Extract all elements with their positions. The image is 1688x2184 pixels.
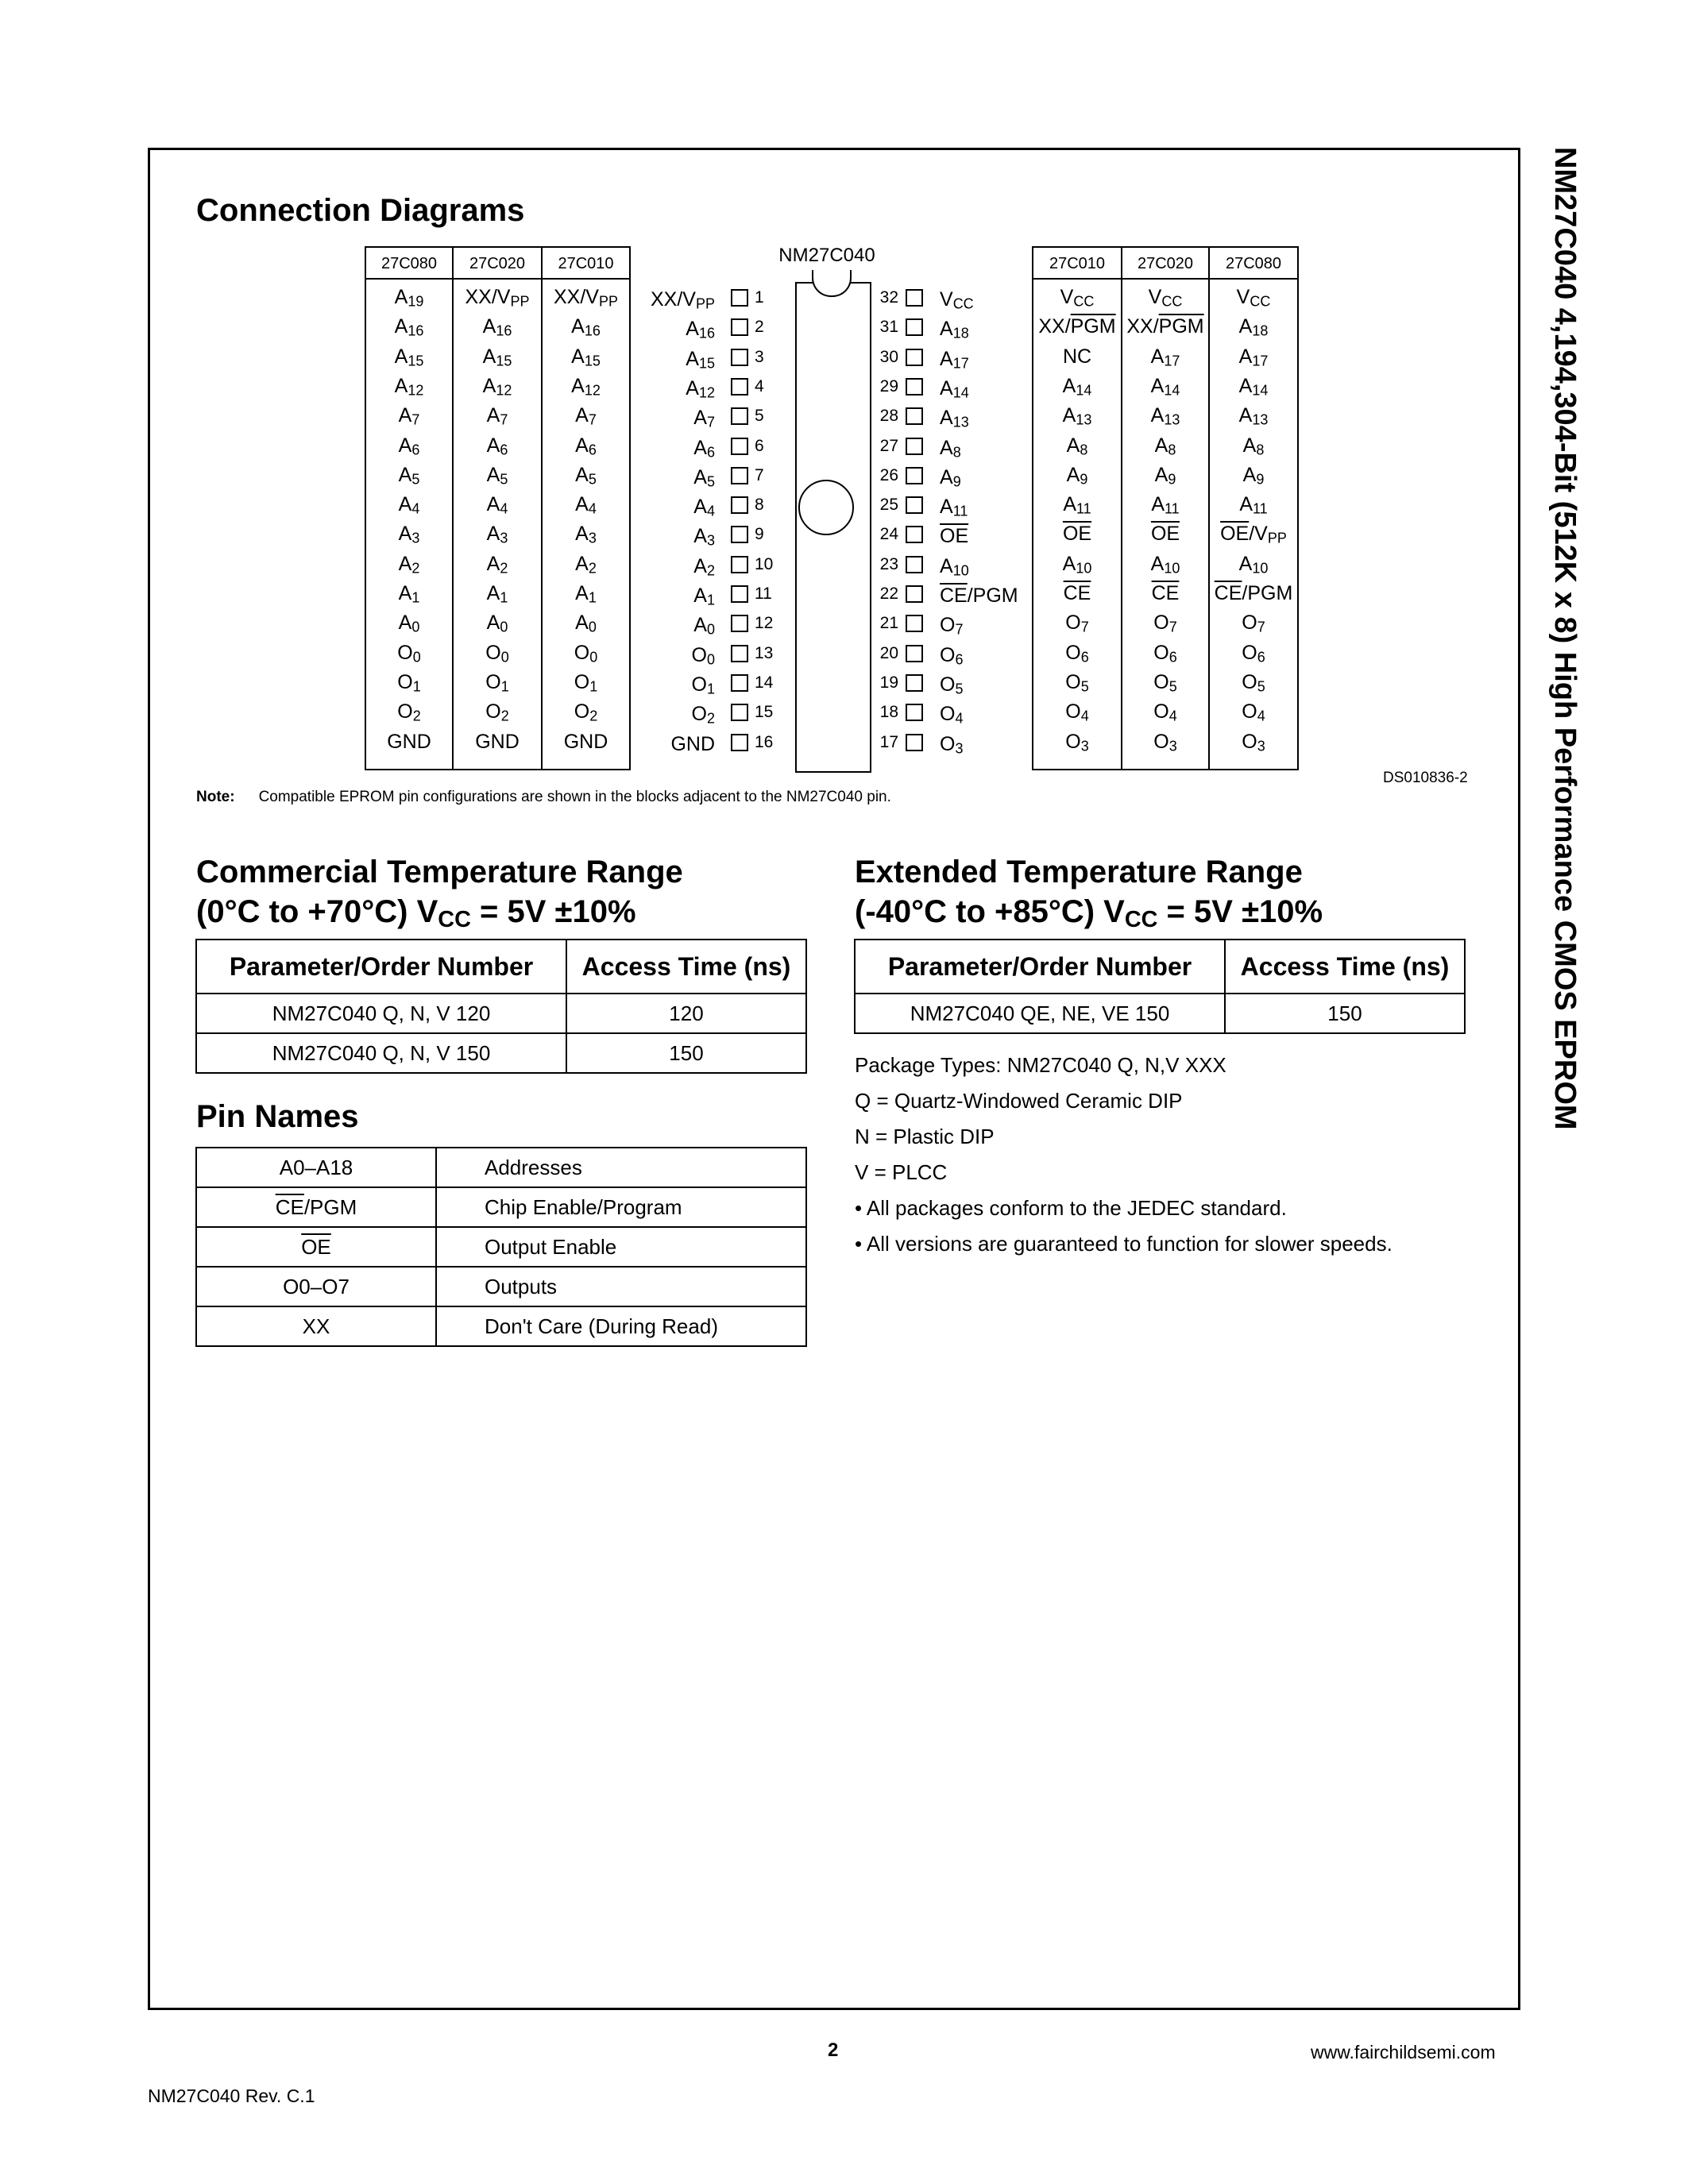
pin-number: 18 <box>879 703 898 722</box>
pin-box <box>731 378 748 396</box>
pin-box <box>906 496 923 514</box>
pin-box <box>906 674 923 692</box>
compat-pin-label: $A_{15}$ <box>482 345 512 369</box>
compat-pin-label: $O_0$ <box>397 641 421 666</box>
compat-pin-label: $A_{16}$ <box>394 315 424 339</box>
compat-pin-label: $A_{17}$ <box>1150 345 1180 369</box>
package-info-line: V = PLCC <box>855 1160 948 1184</box>
document-side-title: NM27C040 4,194,304-Bit (512K x 8) High Performance CMOS EPROM <box>1548 147 1582 1130</box>
compat-pin-label: $XX/V_{PP}$ <box>554 286 618 310</box>
compat-pin-label: $V_{CC}$ <box>1236 286 1271 310</box>
pin-signal: $O_3$ <box>940 732 964 757</box>
pin-number: 20 <box>879 643 898 662</box>
compat-pin-label: $\overline{CE}$ <box>1063 582 1091 604</box>
pin-names-table <box>195 1147 807 1347</box>
table-cell: 120 <box>566 994 806 1033</box>
pin-number: 1 <box>755 288 764 307</box>
pin-signal: $A_{10}$ <box>940 554 969 579</box>
table-cell: 150 <box>1225 994 1465 1033</box>
compat-pin-label: $A_{12}$ <box>482 374 512 399</box>
compat-pin-label: $O_5$ <box>1065 670 1089 695</box>
pin-box <box>906 378 923 396</box>
pin-signal: $A_5$ <box>693 465 715 490</box>
pin-number: 5 <box>755 407 764 426</box>
table-cell: Addresses <box>436 1148 806 1187</box>
compat-pin-label: $A_8$ <box>1242 434 1265 458</box>
table-cell: Chip Enable/Program <box>436 1187 806 1227</box>
compat-pin-label: $A_0$ <box>575 612 597 635</box>
compat-pin-label: $A_1$ <box>486 582 508 606</box>
compat-pin-label: $\overline{CE}$/PGM <box>1214 582 1293 604</box>
pin-box <box>906 318 923 336</box>
pin-box <box>731 585 748 603</box>
compat-pin-label: $A_8$ <box>1066 434 1088 458</box>
pin-number: 19 <box>879 673 898 692</box>
pin-number: 14 <box>755 673 774 692</box>
right-compat-block <box>1032 246 1299 770</box>
compat-pin-label: $A_{14}$ <box>1238 374 1269 399</box>
pin-signal: $\overline{CE}$/PGM <box>940 585 1018 607</box>
pin-box <box>906 349 923 366</box>
compat-pin-label: $O_3$ <box>1065 730 1089 754</box>
compat-pin-label: $A_7$ <box>575 404 597 428</box>
pin-box <box>906 645 923 662</box>
compat-pin-label: $A_{15}$ <box>394 345 424 369</box>
table-cell: A0–A18 <box>196 1148 436 1187</box>
table-row <box>196 1306 806 1346</box>
pin-box <box>731 349 748 366</box>
pin-signal: $V_{CC}$ <box>940 288 974 312</box>
pin-signal: $A_{13}$ <box>940 407 969 430</box>
table-cell: 150 <box>566 1033 806 1073</box>
left-compat-block <box>365 246 631 770</box>
pin-number: 28 <box>879 407 898 426</box>
pin-box <box>906 438 923 455</box>
compat-pin-label: $A_{16}$ <box>482 315 512 339</box>
compat-pin-label: NC <box>1062 345 1092 368</box>
pin-number: 11 <box>755 585 772 603</box>
compat-column <box>366 280 454 769</box>
compat-pin-label: $A_{17}$ <box>1238 345 1269 369</box>
compat-pin-label: $A_5$ <box>486 463 508 488</box>
website-link[interactable]: www.fairchildsemi.com <box>1311 2042 1496 2062</box>
compat-pin-label: $O_4$ <box>1065 700 1089 724</box>
pin-box <box>731 467 748 484</box>
compat-pin-label: $A_{10}$ <box>1062 552 1092 577</box>
pin-signal: $A_{16}$ <box>686 318 715 341</box>
compat-pin-label: $A_{14}$ <box>1150 374 1180 399</box>
pin-number: 3 <box>755 347 764 366</box>
compat-pin-label: $A_3$ <box>486 523 508 546</box>
extended-title-line1: Extended Temperature Range <box>855 855 1303 889</box>
extended-title-line2: (-40°C to +85°C) $V_{CC} = 5V \pm 10\%$ <box>855 894 1323 932</box>
compat-pin-label: $O_0$ <box>574 641 598 666</box>
compat-pin-label: $A_0$ <box>486 612 508 635</box>
compat-pin-label: $A_9$ <box>1242 463 1265 488</box>
compat-pin-label: $A_8$ <box>1154 434 1176 458</box>
compat-column-header: 27C020 <box>1122 248 1210 280</box>
pin-signal: $A_{14}$ <box>940 376 969 401</box>
compat-pin-label: $A_2$ <box>398 552 420 577</box>
compat-pin-label: $O_2$ <box>574 700 598 724</box>
pin-signal: $A_{17}$ <box>940 347 969 372</box>
pin-box <box>731 645 748 662</box>
compat-column <box>1033 280 1122 769</box>
pin-signal: $A_7$ <box>693 407 715 430</box>
compat-column <box>454 280 543 769</box>
pin-number: 6 <box>755 436 764 455</box>
compat-pin-label: $O_4$ <box>1153 700 1177 724</box>
pin-signal: GND <box>670 732 715 755</box>
compat-column <box>543 280 629 769</box>
pin-box <box>906 615 923 632</box>
pin-box <box>731 704 748 721</box>
pin-number: 8 <box>755 496 764 515</box>
compat-pin-label: $A_3$ <box>575 523 597 546</box>
compat-pin-label: $\overline{CE}$ <box>1151 582 1180 604</box>
compat-pin-label: $O_7$ <box>1242 612 1265 635</box>
package-info-line: N = Plastic DIP <box>855 1125 995 1148</box>
compat-pin-label: $A_{13}$ <box>1238 404 1269 428</box>
pin-signal: $A_{15}$ <box>686 347 715 372</box>
compat-pin-label: $A_6$ <box>575 434 597 458</box>
pin-signal: $A_0$ <box>693 614 715 638</box>
pin-number: 10 <box>755 554 774 573</box>
pin-number: 26 <box>879 465 898 484</box>
pin-box <box>906 467 923 484</box>
compat-pin-label: $A_{16}$ <box>571 315 601 339</box>
extended-table <box>854 939 1466 1034</box>
pin-box <box>906 526 923 543</box>
pin-box <box>906 556 923 573</box>
chip-name: NM27C040 <box>778 245 875 266</box>
pin-signal: $O_2$ <box>691 703 715 727</box>
compat-pin-label: $O_2$ <box>397 700 421 724</box>
compat-pin-label: GND <box>475 730 520 753</box>
pin-signal: $A_1$ <box>693 585 715 608</box>
pin-box <box>731 734 748 751</box>
pin-signal: $O_0$ <box>691 643 715 668</box>
pin-signal: $A_6$ <box>693 436 715 461</box>
pin-names-title: Pin Names <box>196 1099 359 1134</box>
pin-number: 25 <box>879 496 898 515</box>
pin-signal: $A_2$ <box>693 554 715 579</box>
pin-signal: $O_4$ <box>940 703 964 727</box>
pin-signal: $A_{18}$ <box>940 318 969 341</box>
table-cell: NM27C040 QE, NE, VE 150 <box>855 994 1225 1033</box>
compat-column <box>1210 280 1297 769</box>
compat-pin-label: GND <box>563 730 608 753</box>
compat-pin-label: $A_7$ <box>398 404 420 428</box>
table-row <box>196 1187 806 1227</box>
pin-box <box>731 674 748 692</box>
compat-pin-label: $\overline{OE}$ <box>1062 523 1092 546</box>
pin-box <box>731 615 748 632</box>
pin-number: 27 <box>879 436 898 455</box>
pin-box <box>906 585 923 603</box>
pin-signal: $A_8$ <box>940 436 961 461</box>
pin-number: 31 <box>879 318 898 337</box>
compat-pin-label: $V_{CC}$ <box>1148 286 1183 310</box>
pin-signal: $XX/V_{PP}$ <box>651 288 715 312</box>
compat-pin-label: $O_5$ <box>1242 670 1265 695</box>
compat-pin-label: $A_0$ <box>398 612 420 635</box>
compat-pin-label: $V_{CC}$ <box>1060 286 1095 310</box>
table-row <box>196 1227 806 1267</box>
pin-box <box>731 438 748 455</box>
pin-number: 2 <box>755 318 764 337</box>
compat-pin-label: $\overline{OE}/V_{PP}$ <box>1220 523 1287 546</box>
revision-label: NM27C040 Rev. C.1 <box>148 2086 315 2106</box>
table-cell: NM27C040 Q, N, V 150 <box>196 1033 566 1073</box>
compat-pin-label: $O_3$ <box>1153 730 1177 754</box>
table-cell: $\overline{OE}$ <box>196 1227 436 1267</box>
pin-box <box>731 289 748 307</box>
compat-column-header: 27C080 <box>1210 248 1297 280</box>
compat-pin-label: $O_1$ <box>574 670 598 695</box>
table-cell: NM27C040 Q, N, V 120 <box>196 994 566 1033</box>
table-row <box>855 994 1465 1033</box>
pin-number: 22 <box>879 585 898 603</box>
pin-number: 4 <box>755 376 764 396</box>
compat-pin-label: $A_6$ <box>398 434 420 458</box>
package-info-line: Package Types: NM27C040 Q, N,V XXX <box>855 1053 1226 1077</box>
compat-pin-label: $O_6$ <box>1242 641 1265 666</box>
column-header: Parameter/Order Number <box>196 940 566 994</box>
package-info-line: Q = Quartz-Windowed Ceramic DIP <box>855 1089 1183 1113</box>
pin-number: 24 <box>879 525 898 544</box>
compat-pin-label: $XX/\overline{PGM}$ <box>1126 315 1204 338</box>
chip-window <box>798 480 854 535</box>
pin-number: 15 <box>755 703 774 722</box>
pin-signal: $A_3$ <box>693 525 715 549</box>
package-info-line: • All packages conform to the JEDEC standard. <box>855 1196 1287 1220</box>
pin-number: 23 <box>879 554 898 573</box>
compat-pin-label: $A_9$ <box>1066 463 1088 488</box>
pin-signal: $A_{11}$ <box>940 496 968 519</box>
compat-pin-label: $A_9$ <box>1154 463 1176 488</box>
pin-signal: $O_1$ <box>691 673 715 697</box>
note-label: Note: <box>196 789 235 805</box>
pin-box <box>731 526 748 543</box>
compat-pin-label: $O_6$ <box>1065 641 1089 666</box>
compat-pin-label: $A_4$ <box>398 493 420 517</box>
compat-pin-label: $A_3$ <box>398 523 420 546</box>
note-text: Compatible EPROM pin configurations are shown in the blocks adjacent to the NM27C040 pin. <box>258 789 891 805</box>
compat-pin-label: $XX/\overline{PGM}$ <box>1038 315 1116 338</box>
table-cell: O0–O7 <box>196 1267 436 1306</box>
compat-pin-label: $A_5$ <box>575 463 597 488</box>
compat-pin-label: $O_6$ <box>1153 641 1177 666</box>
pin-box <box>731 556 748 573</box>
commercial-title-line2: (0°C to +70°C) $V_{CC} = 5V \pm 10\%$ <box>196 894 636 932</box>
compat-column-header: 27C080 <box>366 248 454 280</box>
commercial-title-line1: Commercial Temperature Range <box>196 855 683 889</box>
compat-pin-label: $XX/V_{PP}$ <box>465 286 530 310</box>
diagram-note <box>196 789 891 806</box>
compat-pin-label: $O_2$ <box>485 700 509 724</box>
pin-box <box>731 496 748 514</box>
compat-pin-label: $O_0$ <box>485 641 509 666</box>
column-header: Access Time (ns) <box>1225 940 1465 994</box>
compat-pin-label: $A_5$ <box>398 463 420 488</box>
compat-column-header: 27C020 <box>454 248 543 280</box>
compat-pin-label: $O_1$ <box>397 670 421 695</box>
pin-box <box>906 289 923 307</box>
pin-number: 7 <box>755 465 764 484</box>
table-cell: Outputs <box>436 1267 806 1306</box>
compat-pin-label: $A_{12}$ <box>571 374 601 399</box>
compat-column-header: 27C010 <box>1033 248 1122 280</box>
pin-box <box>906 704 923 721</box>
page-number: 2 <box>828 2039 839 2061</box>
compat-pin-label: $A_{18}$ <box>1238 315 1269 339</box>
compat-pin-label: $A_7$ <box>486 404 508 428</box>
compat-pin-label: $O_3$ <box>1242 730 1265 754</box>
compat-pin-label: $A_{14}$ <box>1062 374 1092 399</box>
pin-signal: $A_4$ <box>693 496 715 519</box>
table-cell: Output Enable <box>436 1227 806 1267</box>
pin-signal: $A_9$ <box>940 465 961 490</box>
compat-pin-label: $A_2$ <box>486 552 508 577</box>
compat-column <box>1122 280 1210 769</box>
compat-pin-label: $O_1$ <box>485 670 509 695</box>
compat-pin-label: $A_{10}$ <box>1238 552 1269 577</box>
compat-pin-label: $O_4$ <box>1242 700 1265 724</box>
table-row <box>196 1267 806 1306</box>
pin-box <box>731 407 748 425</box>
pin-number: 9 <box>755 525 764 544</box>
compat-pin-label: $A_1$ <box>398 582 420 606</box>
pin-number: 16 <box>755 732 774 751</box>
compat-pin-label: $A_1$ <box>575 582 597 606</box>
pin-signal: $O_7$ <box>940 614 964 638</box>
pin-signal: $A_{12}$ <box>686 376 715 401</box>
connection-diagrams-title: Connection Diagrams <box>196 193 525 228</box>
extended-title <box>855 852 1323 932</box>
table-cell: $\overline{CE}$/PGM <box>196 1187 436 1227</box>
pin-number: 17 <box>879 732 898 751</box>
compat-pin-label: $A_{13}$ <box>1062 404 1092 428</box>
pin-number: 29 <box>879 376 898 396</box>
pin-signal: $\overline{OE}$ <box>940 525 969 548</box>
compat-pin-label: $A_{11}$ <box>1239 493 1268 517</box>
compat-pin-label: $A_2$ <box>575 552 597 577</box>
pin-box <box>731 318 748 336</box>
pin-number: 12 <box>755 614 774 633</box>
figure-id: DS010836-2 <box>1383 770 1468 786</box>
compat-pin-label: $A_{11}$ <box>1063 493 1091 517</box>
compat-pin-label: $A_4$ <box>575 493 597 517</box>
compat-pin-label: GND <box>387 730 431 753</box>
pin-number: 30 <box>879 347 898 366</box>
table-header-row <box>855 940 1465 994</box>
column-header: Parameter/Order Number <box>855 940 1225 994</box>
compat-pin-label: $A_{13}$ <box>1150 404 1180 428</box>
compat-pin-label: $O_7$ <box>1153 612 1177 635</box>
pin-number: 21 <box>879 614 898 633</box>
pin-number: 13 <box>755 643 774 662</box>
table-row <box>196 994 806 1033</box>
compat-pin-label: $\overline{OE}$ <box>1150 523 1180 546</box>
column-header: Access Time (ns) <box>566 940 806 994</box>
pin-signal: $O_5$ <box>940 673 964 697</box>
commercial-title <box>196 852 683 932</box>
table-row <box>196 1148 806 1187</box>
compat-pin-label: $A_{11}$ <box>1151 493 1180 517</box>
table-header-row <box>196 940 806 994</box>
compat-pin-label: $A_{10}$ <box>1150 552 1180 577</box>
compat-pin-label: $O_5$ <box>1153 670 1177 695</box>
pin-box <box>906 407 923 425</box>
compat-pin-label: $A_{12}$ <box>394 374 424 399</box>
table-cell: XX <box>196 1306 436 1346</box>
pin-number: 32 <box>879 288 898 307</box>
compat-pin-label: $A_6$ <box>486 434 508 458</box>
compat-pin-label: $A_4$ <box>486 493 508 517</box>
table-row <box>196 1033 806 1073</box>
package-info-line: • All versions are guaranteed to function for slower speeds. <box>855 1232 1393 1256</box>
compat-pin-label: $O_7$ <box>1065 612 1089 635</box>
commercial-table <box>195 939 807 1074</box>
compat-pin-label: $A_{19}$ <box>394 286 424 310</box>
compat-column-header: 27C010 <box>543 248 629 280</box>
compat-pin-label: $A_{15}$ <box>571 345 601 369</box>
table-cell: Don't Care (During Read) <box>436 1306 806 1346</box>
pin-signal: $O_6$ <box>940 643 964 668</box>
pin-box <box>906 734 923 751</box>
